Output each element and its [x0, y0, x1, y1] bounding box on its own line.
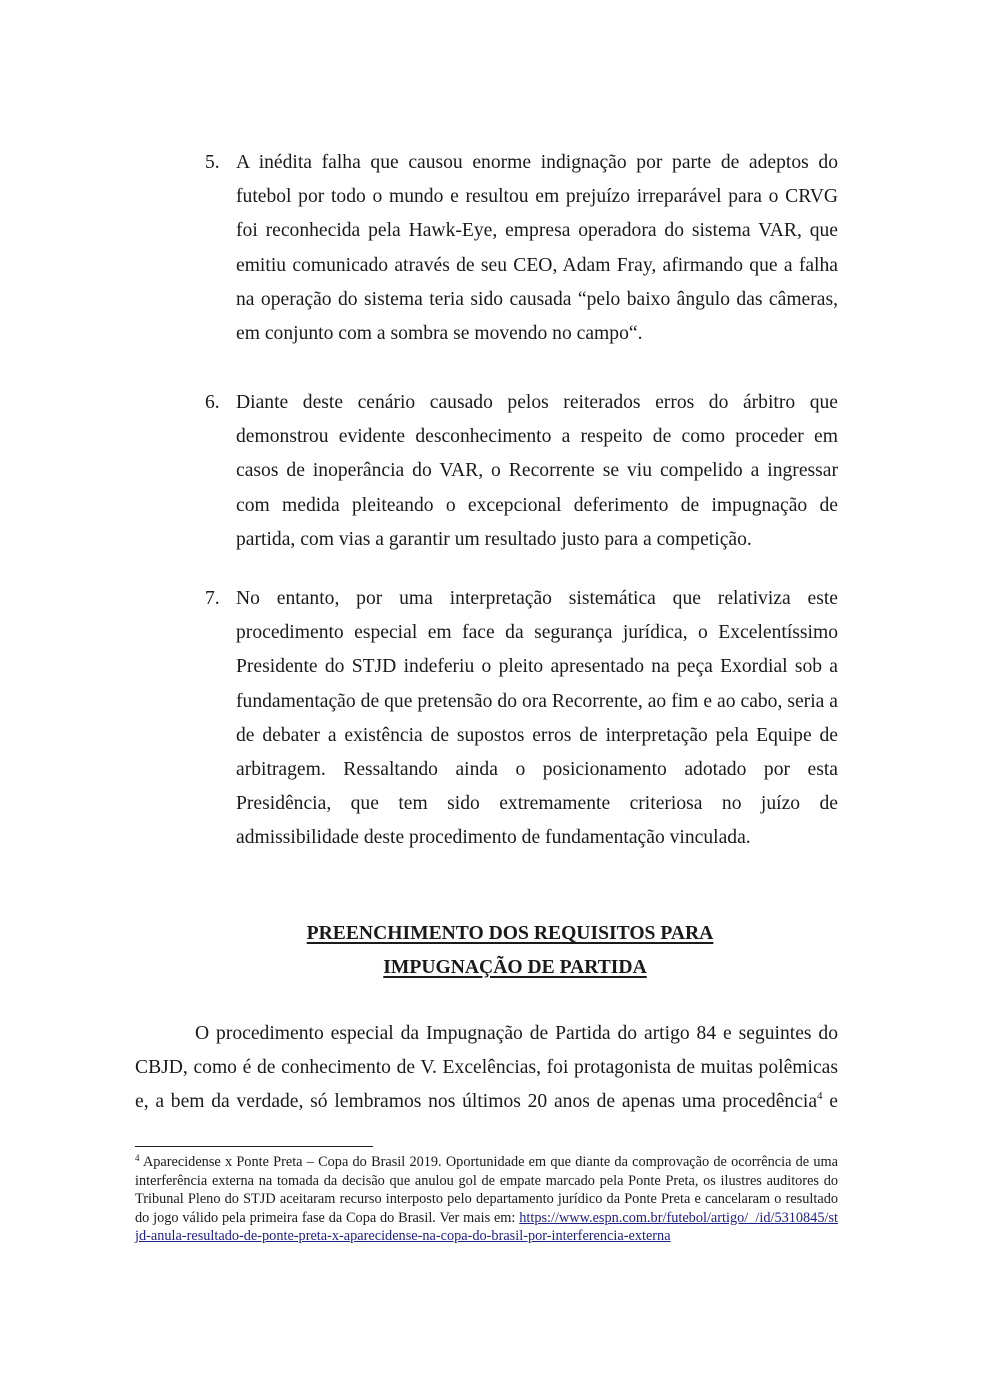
item-text: Diante deste cenário causado pelos reiterados erros do árbitro que demonstrou evidente desconhecimento a respeito de como proceder em casos de inoperância do VAR, o Recorrente se viu compelido a ingressar com medida pleiteando o excepcional deferimento de impugnação de partida, com vias a garantir um resultado justo para a competição.	[236, 392, 838, 550]
item-text: A inédita falha que causou enorme indignação por parte de adeptos do futebol por todo o mundo e resultou em prejuízo irreparável para o CRVG foi reconhecida pela Hawk-Eye, empresa operadora do sistema VAR, que emitiu comunicado através de seu CEO, Adam Fray, afirmando que a falha na operação do sistema teria sido causada “pelo baixo ângulo das câmeras, em conjunto com a sombra se movendo no campo“.	[236, 152, 838, 345]
item-text: No entanto, por uma interpretação sistemática que relativiza este procedimento especial em face da segurança jurídica, o Excelentíssimo Presidente do STJD indeferiu o pleito apresentado na peça Exordial sob a fundamentação de que pretensão do ora Recorrente, ao fim e ao cabo, seria a de debater a existência de supostos erros de interpretação pela Equipe de arbitragem. Ressaltando ainda o posicionamento adotado por esta Presidência, que tem sido extremamente criteriosa no juízo de admissibilidade deste procedimento de fundamentação vinculada.	[236, 588, 838, 849]
footnote-separator	[135, 1146, 373, 1147]
item-number: 7.	[205, 588, 220, 609]
footnote-reference[interactable]: 4	[817, 1090, 823, 1103]
paragraph-text: O procedimento especial da Impugnação de Partida do artigo 84 e seguintes do CBJD, como é de conhecimento de V. Excelências, foi protagonista de muitas polêmicas e, a bem da verdade, só lembramos nos últimos 20 anos de apenas uma procedência	[135, 1023, 838, 1113]
body-paragraph	[135, 1017, 838, 1120]
numbered-item-7	[205, 582, 838, 856]
item-number: 5.	[205, 152, 220, 173]
section-heading-line-2: IMPUGNAÇÃO DE PARTIDA	[383, 957, 647, 978]
numbered-item-6	[205, 386, 838, 557]
footnote	[135, 1153, 838, 1246]
footnote-marker: 4	[135, 1153, 140, 1163]
numbered-item-5	[205, 146, 838, 351]
footnote-link[interactable]: https://www.espn.com.br/futebol/artigo/_/id/5310845/stjd-anula-resultado-de-ponte-preta-x-aparecidense-na-copa-do-brasil-por-interferencia-externa	[135, 1209, 838, 1245]
item-number: 6.	[205, 392, 220, 413]
section-heading-line-1: PREENCHIMENTO DOS REQUISITOS PARA	[306, 923, 714, 944]
section-heading	[200, 917, 820, 985]
paragraph-text-tail: e	[822, 1091, 838, 1113]
footnote-text: Aparecidense x Ponte Preta – Copa do Brasil 2019. Oportunidade em que diante da comprovação de ocorrência de uma interferência externa na tomada da decisão que anulou gol de empate marcado pela Ponte Preta, os ilustres auditores do Tribunal Pleno do STJD aceitaram recurso interposto pelo departamento jurídico da Ponte Preta e cancelaram o resultado do jogo válido pela primeira fase da Copa do Brasil. Ver mais em:	[135, 1154, 838, 1226]
